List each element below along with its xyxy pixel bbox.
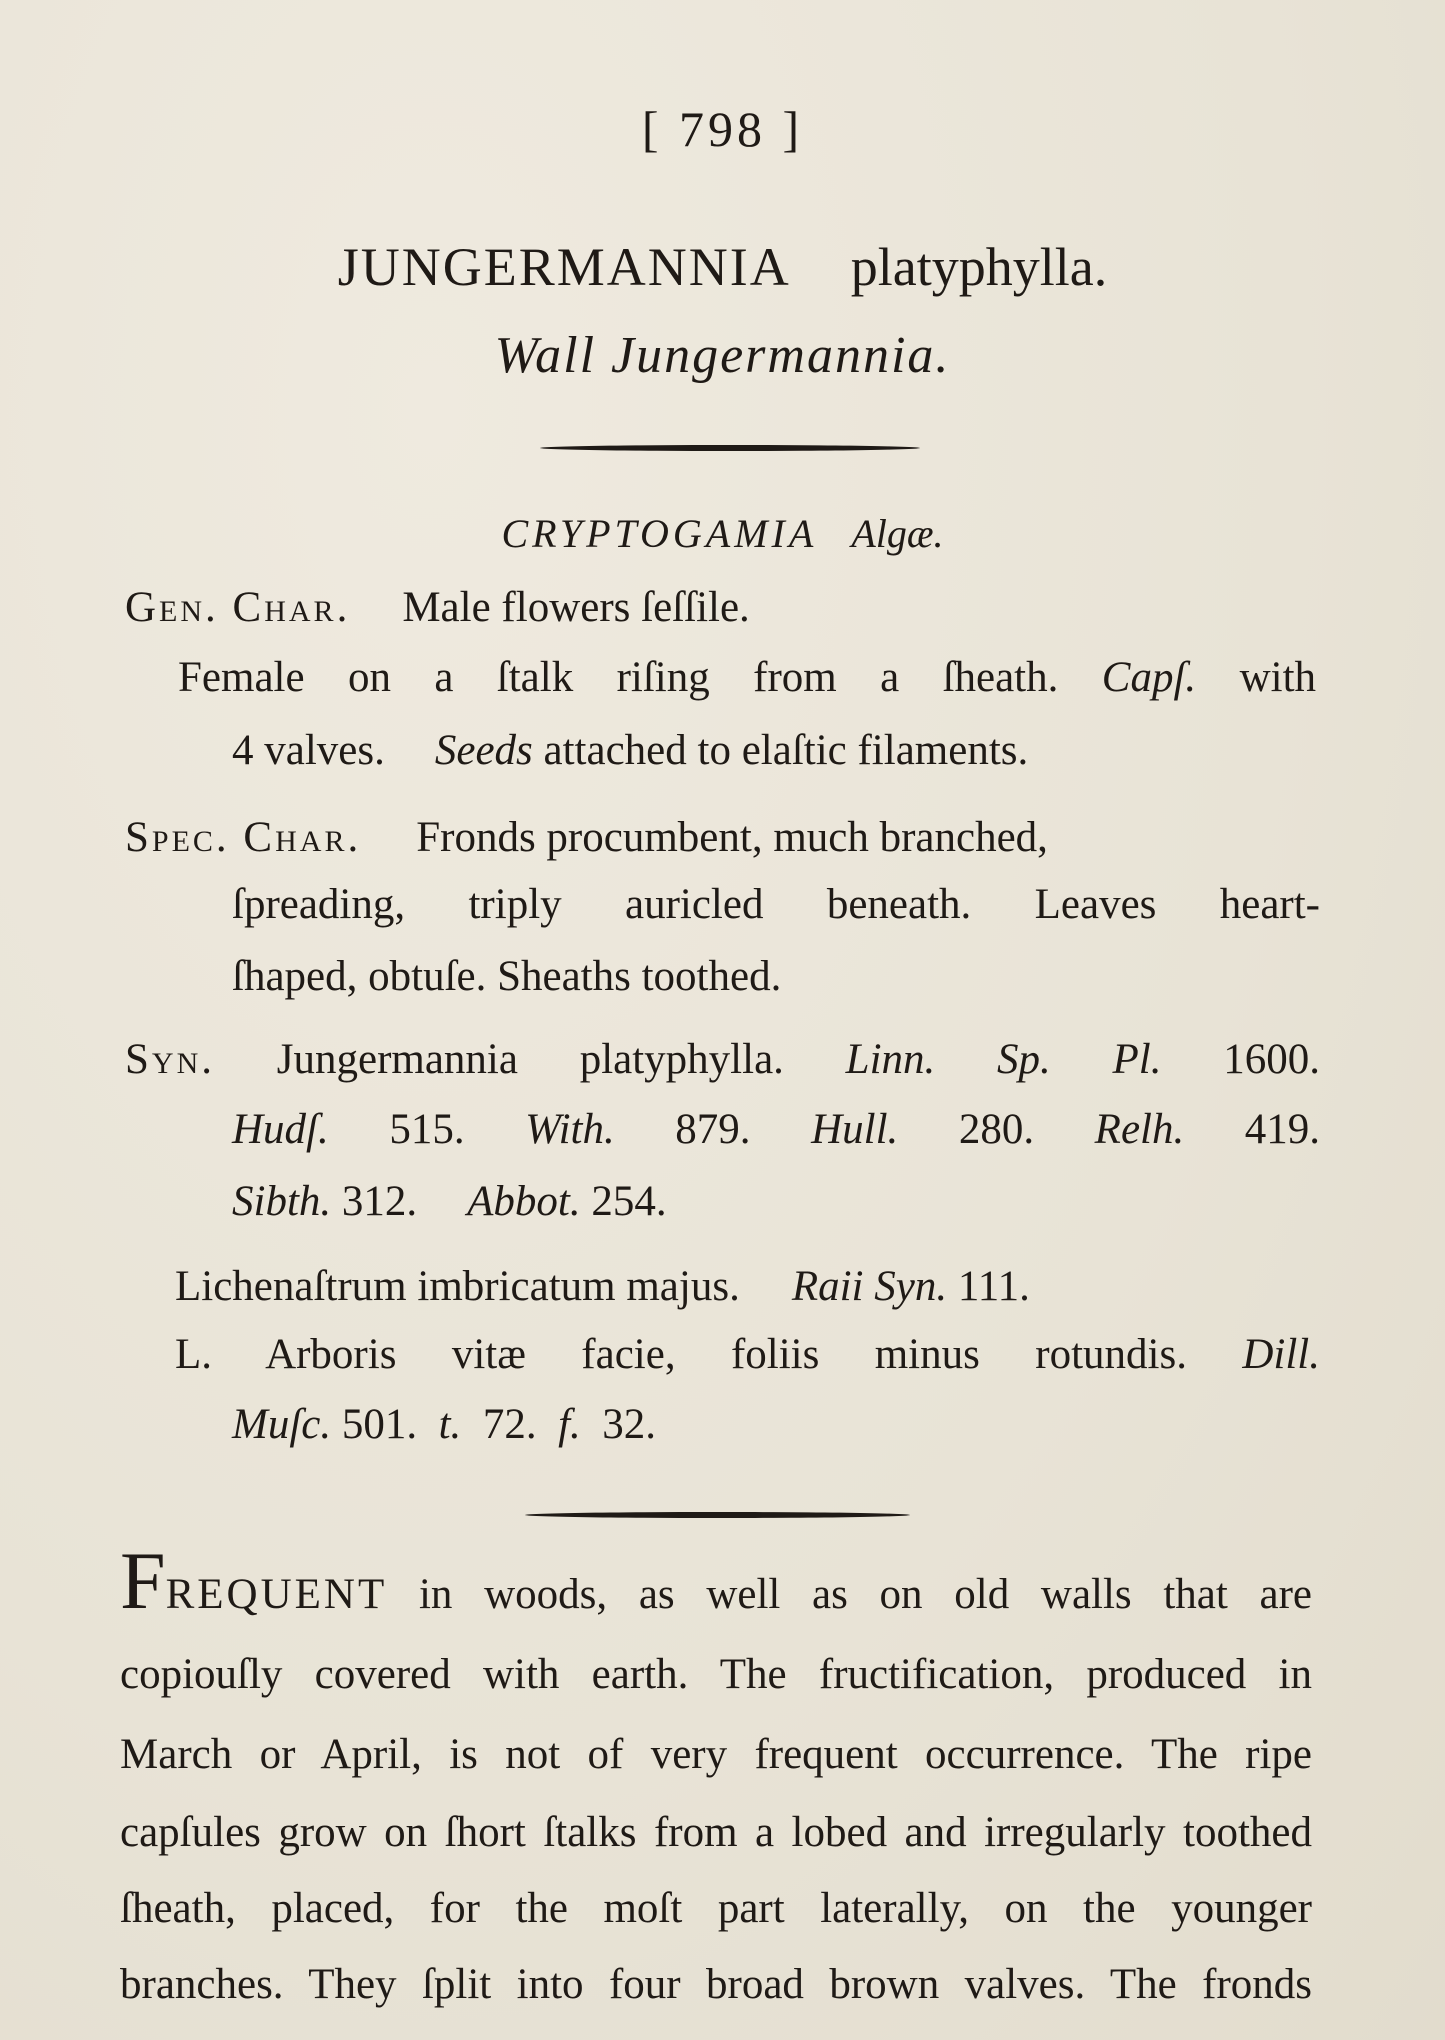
classification: [0, 510, 1445, 557]
description-line-3: March or April, is not of very frequent occurrence. The ripe: [120, 1731, 1312, 1778]
syn-line-3: Sibth. 312. Abbot. 254.: [232, 1178, 667, 1225]
gen-char-line-2: Female on a ſtalk riſing from a ſheath. Capſ. with: [178, 654, 1317, 701]
lichenastrum-line: Lichenaſtrum imbricatum majus. Raii Syn. 111.: [175, 1263, 1030, 1310]
genus-name: JUNGERMANNIA: [337, 237, 791, 297]
common-name: Wall Jungermannia.: [494, 327, 951, 384]
gen-char-text: Male flowers ſeſſile.: [402, 584, 750, 631]
order-name: Algæ.: [851, 511, 944, 556]
divider-rule-2: [525, 1512, 910, 1518]
syn-line-1: Syn. Jungermannia platyphylla. Linn. Sp. Pl. 1600.: [125, 1036, 1320, 1083]
spec-char-line-2: ſpreading, triply auricled beneath. Leaves heart-: [232, 881, 1320, 928]
syn-line-2: Hudſ. 515. With. 879. Hull. 280. Relh. 419.: [232, 1106, 1321, 1153]
page-number: [ 798 ]: [641, 101, 804, 157]
class-name: CRYPTOGAMIA: [501, 511, 818, 556]
species-name: platyphylla.: [850, 237, 1108, 297]
arboris-line: L. Arboris vitæ facie, foliis minus rotundis. Dill.: [175, 1331, 1320, 1378]
gen-char-line-3: 4 valves. Seeds attached to elaſtic filaments.: [232, 727, 1029, 774]
species-title: [0, 236, 1445, 298]
syn-label: Syn.: [125, 1036, 215, 1083]
divider-rule: [540, 445, 920, 451]
spec-char-label: Spec. Char.: [125, 814, 362, 861]
spec-char-line-1: Spec. Char. Fronds procumbent, much branched,: [125, 814, 1048, 861]
description-line-6: branches. They ſplit into four broad brown valves. The fronds: [120, 1961, 1312, 2008]
first-word: REQUENT: [165, 1571, 388, 1618]
description-line-1: FREQUENT in woods, as well as on old walls that are: [120, 1535, 1313, 1626]
spec-char-line-3: ſhaped, obtuſe. Sheaths toothed.: [232, 953, 782, 1000]
description-line-4: capſules grow on ſhort ſtalks from a lobed and irregularly toothed: [120, 1809, 1312, 1856]
dill-ref-line: Muſc. 501. t. 72. f. 32.: [232, 1401, 657, 1448]
drop-cap: F: [120, 1535, 166, 1626]
gen-char-line-1: [125, 583, 750, 632]
gen-char-label: Gen. Char.: [125, 584, 351, 631]
description-line-2: copiouſly covered with earth. The fructification, produced in: [120, 1651, 1312, 1698]
description-line-5: ſheath, placed, for the moſt part laterally, on the younger: [120, 1885, 1312, 1932]
